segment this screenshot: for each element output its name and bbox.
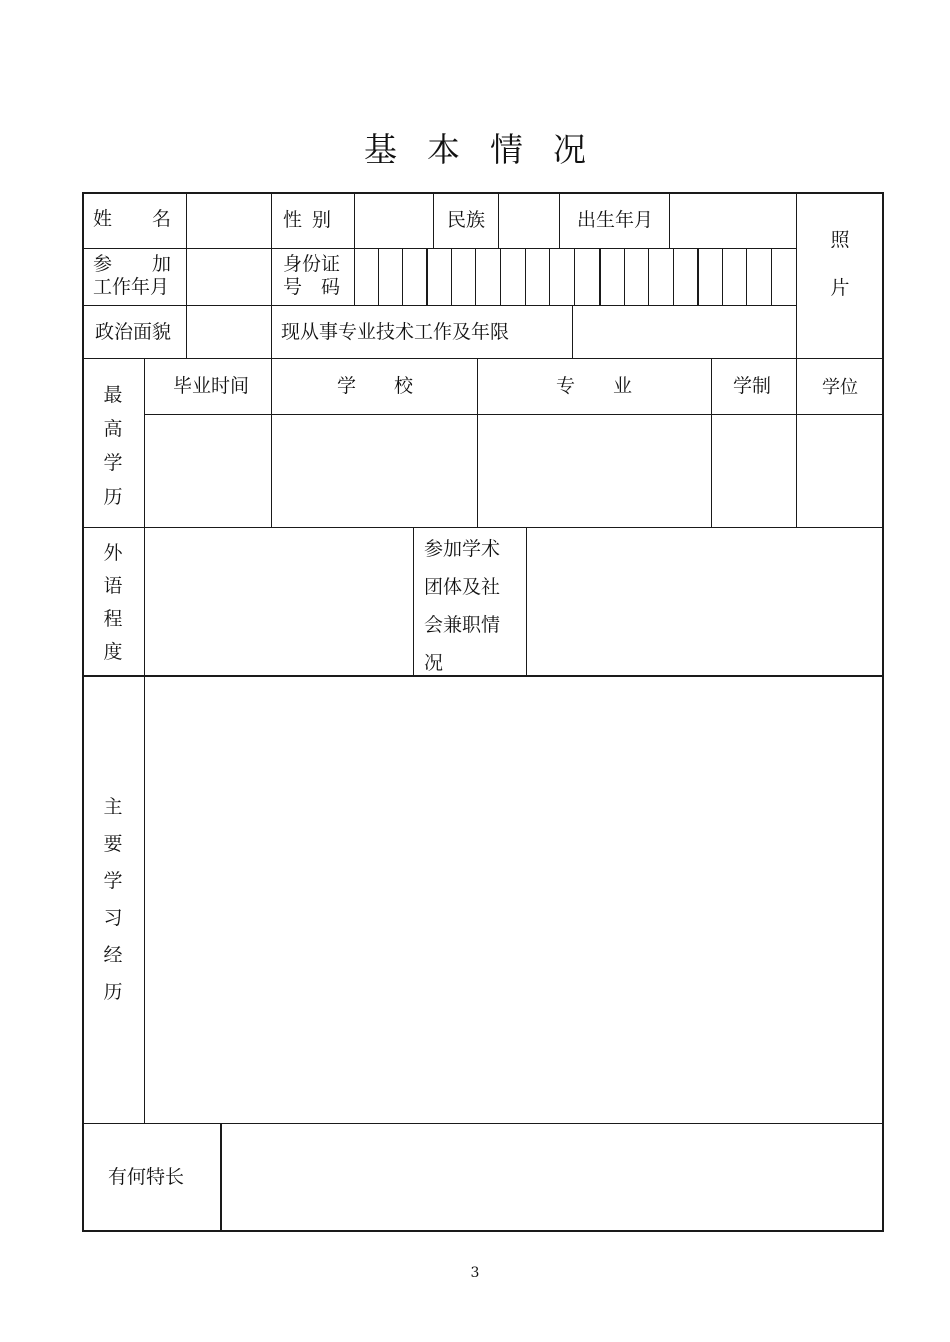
border-left [82,192,84,1232]
rule-row1 [82,248,796,249]
id-number-label-line2: 号码 [283,276,340,298]
rule-v-birth-value [669,192,670,248]
id-box-divider [746,248,747,305]
page-number: 3 [470,1265,480,1281]
id-box-divider [549,248,550,305]
rule-v-gender-value [354,192,355,305]
degree-label: 学位 [822,377,858,398]
rule-v-duration [796,358,797,527]
id-box-divider [475,248,476,305]
id-box-divider [722,248,723,305]
gender-label: 性别 [283,209,342,231]
rule-v-profession [572,305,573,358]
political-status-label: 政治面貌 [95,321,172,343]
major-label: 专业 [556,375,671,397]
rule-v-photo [796,192,797,358]
work-start-label-line2: 工作年月 [93,276,170,298]
id-number-label: 身份证 [283,253,341,275]
rule-edu-header [144,414,884,415]
foreign-language-label: 外语程度 [103,542,123,663]
id-box-divider [426,248,428,305]
id-box-divider [771,248,772,305]
border-right [882,192,884,1232]
basic-info-form [82,192,884,1232]
photo-label: 照片 [830,229,850,299]
rule-v-gender-label [271,192,272,358]
id-box-divider [378,248,379,305]
rule-row2 [82,305,796,306]
id-box-divider [648,248,649,305]
profession-years-label: 现从事专业技术工作及年限 [281,321,510,343]
birth-label: 出生年月 [577,209,654,231]
grad-time-label: 毕业时间 [173,375,250,397]
id-box-divider [673,248,674,305]
rule-v-specialty-label [220,1123,222,1231]
rule-v-study-label [144,677,145,1123]
id-box-divider [624,248,625,305]
rule-v-ethnicity-value [498,192,499,248]
rule-v-ethnicity-label [433,192,434,248]
rule-v-lang-value [413,527,414,675]
id-box-divider [599,248,601,305]
school-label: 学校 [337,375,452,397]
rule-v-birth-label [559,192,560,248]
id-box-divider [525,248,526,305]
ethnicity-label: 民族 [447,209,486,231]
border-top [82,192,884,194]
duration-label: 学制 [733,375,772,397]
highest-education-label: 最高学历 [103,384,123,508]
id-box-divider [402,248,403,305]
rule-v-name-value [186,192,187,358]
specialty-label: 有何特长 [108,1166,185,1188]
id-box-divider [451,248,452,305]
academic-groups-label: 参加学术团体及社会兼职情况 [424,538,501,674]
study-experience-label: 主要学习经历 [103,796,123,1003]
rule-study-bottom [82,1123,884,1124]
rule-v-school [477,358,478,527]
border-bottom [82,1230,884,1232]
rule-v-section-label [144,358,145,675]
rule-row3 [82,358,884,359]
id-box-divider [697,248,699,305]
page-title: 基本情况 [364,130,616,169]
rule-v-grad-time [271,358,272,527]
rule-v-major [711,358,712,527]
name-label: 姓名 [93,208,171,230]
rule-v-academic-label [526,527,527,675]
rule-edu-bottom [82,527,884,528]
work-start-label: 参加 [93,253,171,275]
id-box-divider [500,248,501,305]
id-box-divider [574,248,575,305]
